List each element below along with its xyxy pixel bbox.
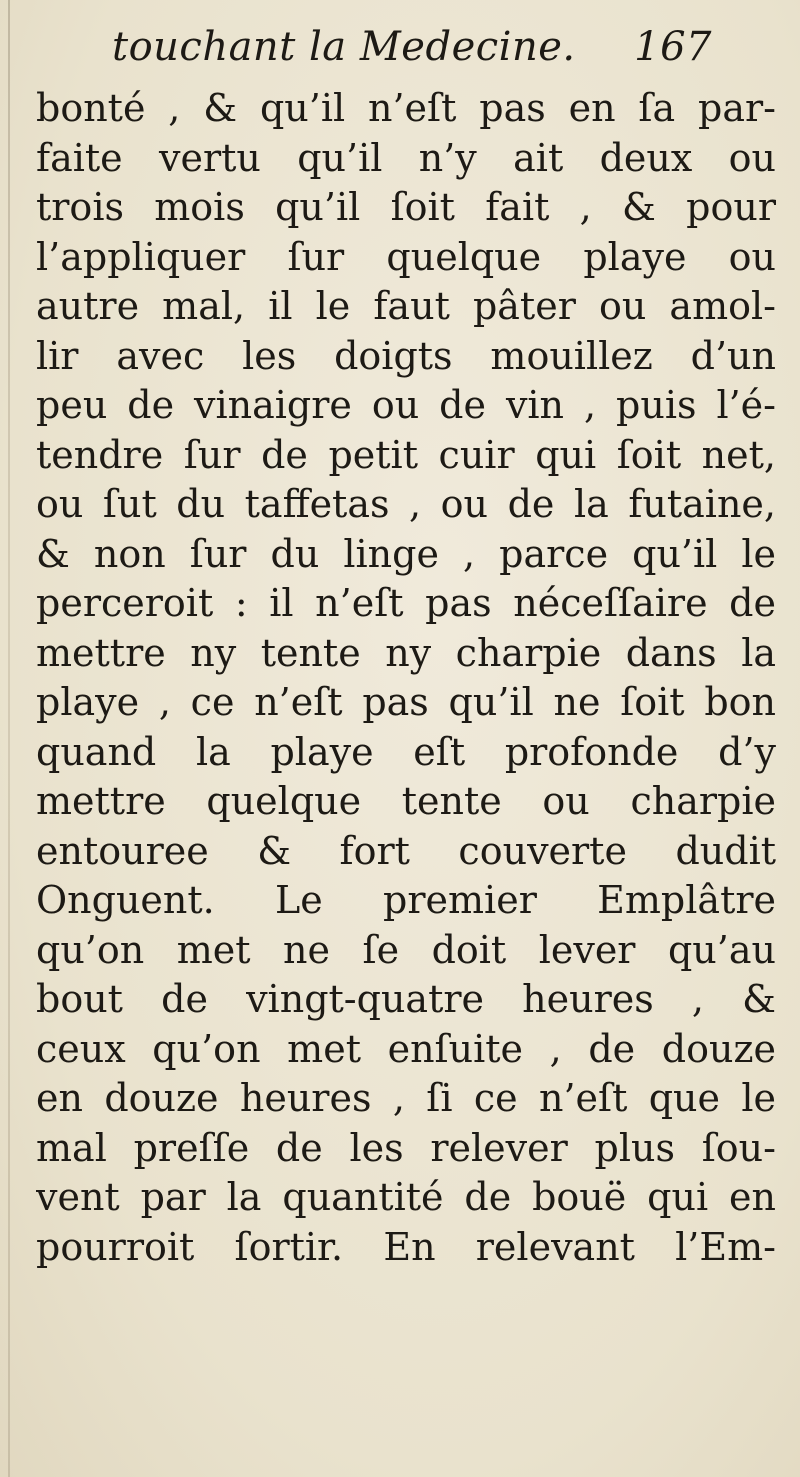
text-line: mettre quelque tente ou charpie	[36, 779, 776, 823]
text-line: bonté , & qu’il n’eſt pas en ſa par-	[36, 86, 776, 130]
text-line: tendre ſur de petit cuir qui ſoit net,	[36, 432, 776, 477]
text-line: autre mal, il le faut pâter ou amol-	[36, 284, 776, 328]
text-line: perceroit : il n’eſt pas néceſſaire de	[36, 581, 776, 625]
text-line: qu’on met ne ſe doit lever qu’au	[36, 927, 776, 972]
text-line: mal preſſe de les relever plus ſou-	[36, 1125, 776, 1170]
text-line: ou ſut du taffetas , ou de la futaine,	[36, 482, 776, 526]
text-line: playe , ce n’eſt pas qu’il ne ſoit bon	[36, 680, 776, 724]
body-text	[36, 84, 776, 1272]
page-number: 167	[634, 24, 712, 70]
text-line: trois mois qu’il ſoit fait , & pour	[36, 185, 776, 229]
text-line: l’appliquer ſur quelque playe ou	[36, 234, 776, 279]
text-line: entouree & fort couverte dudit	[36, 828, 776, 873]
running-head-title: touchant la Medecine.	[112, 24, 576, 70]
text-line: lir avec les doigts mouillez d’un	[36, 333, 776, 378]
text-line: en douze heures , ſi ce n’eſt que le	[36, 1076, 776, 1120]
running-head	[112, 24, 712, 80]
text-line: & non ſur du linge , parce qu’il le	[36, 531, 776, 576]
text-line: ceux qu’on met enſuite , de douze	[36, 1026, 776, 1071]
text-line: bout de vingt-quatre heures , &	[36, 977, 776, 1021]
text-line: Onguent. Le premier Emplâtre	[36, 878, 776, 922]
text-line: peu de vinaigre ou de vin , puis l’é-	[36, 383, 776, 427]
text-line: faite vertu qu’il n’y ait deux ou	[36, 135, 776, 180]
text-line: quand la playe eſt profonde d’y	[36, 729, 776, 774]
text-line: vent par la quantité de bouë qui en	[36, 1175, 776, 1219]
page-gutter	[8, 0, 10, 1477]
text-line: pourroit ſortir. En relevant l’Em-	[36, 1224, 776, 1269]
text-line: mettre ny tente ny charpie dans la	[36, 630, 776, 675]
